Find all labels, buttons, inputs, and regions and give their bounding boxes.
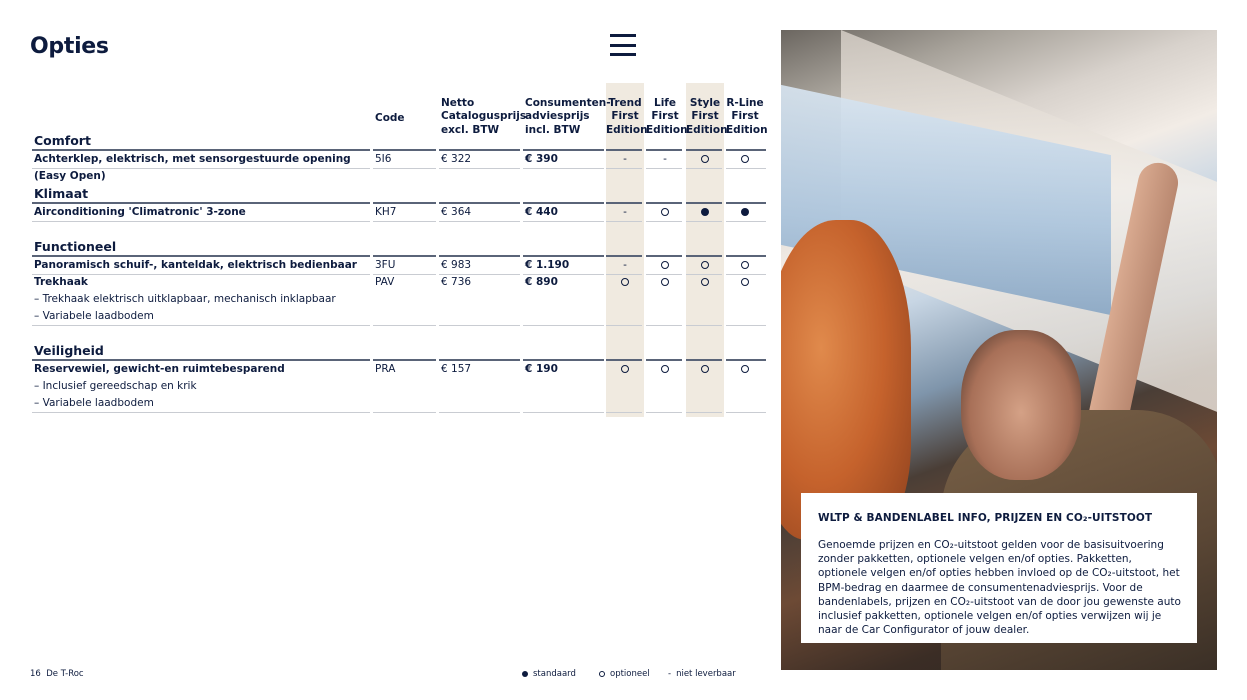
table-row: [32, 257, 768, 274]
dash-icon: -: [623, 259, 627, 271]
row-divider: [726, 221, 766, 222]
row-divider: [32, 221, 370, 222]
open-circle-icon: [701, 278, 709, 286]
option-description: [32, 361, 370, 412]
row-divider: [32, 168, 370, 169]
legend-standard-label: standaard: [533, 669, 576, 679]
option-name: Reservewiel, gewicht-en ruimtebesparend: [34, 363, 285, 375]
consumer-price: € 440: [525, 206, 558, 218]
header-trim-line: Edition: [686, 123, 728, 136]
availability-trend: [606, 274, 644, 291]
availability-rline: [726, 204, 764, 221]
availability-style: [686, 151, 724, 168]
option-name: Airconditioning 'Climatronic' 3-zone: [34, 206, 246, 218]
open-circle-icon: [701, 155, 709, 163]
row-divider: [646, 412, 682, 413]
row-divider: [373, 168, 436, 169]
section-title: Klimaat: [34, 186, 89, 201]
consumer-price: € 390: [525, 153, 558, 165]
menu-bar: [610, 44, 636, 47]
menu-bar: [610, 34, 636, 37]
open-circle-icon: [661, 278, 669, 286]
option-code: 3FU: [375, 259, 396, 271]
net-price: € 322: [441, 153, 472, 165]
row-divider: [373, 221, 436, 222]
row-divider: [646, 325, 682, 326]
row-divider: [606, 221, 642, 222]
row-divider: [686, 412, 722, 413]
net-price: € 364: [441, 206, 472, 218]
info-box: [801, 493, 1197, 643]
row-divider: [523, 221, 604, 222]
header-net-line: Catalogusprijs: [441, 110, 527, 122]
row-divider: [686, 168, 722, 169]
row-divider: [439, 221, 520, 222]
menu-bar: [610, 53, 636, 56]
availability-life: [646, 274, 684, 291]
option-sub-item: – Inclusief gereedschap en krik: [34, 380, 197, 392]
legend-not-available-label: niet leverbaar: [676, 669, 736, 679]
row-divider: [726, 325, 766, 326]
option-description: [32, 204, 370, 221]
header-trim-line: Trend: [608, 96, 642, 109]
header-cons-line: incl. BTW: [525, 123, 581, 136]
header-consumer-price: [523, 96, 611, 138]
table-row: [32, 204, 768, 221]
row-divider: [373, 412, 436, 413]
header-trim-line: Edition: [646, 123, 688, 136]
open-circle-icon: [621, 278, 629, 286]
availability-style: [686, 204, 724, 221]
availability-life: [646, 257, 684, 274]
header-trim-line: Life: [654, 96, 676, 109]
page-number: 16: [30, 669, 41, 679]
open-circle-icon: [661, 261, 669, 269]
open-circle-icon: [741, 155, 749, 163]
availability-trend: [606, 151, 644, 168]
net-price: € 736: [441, 276, 472, 288]
filled-circle-icon: [522, 671, 528, 677]
header-net-line: Netto: [441, 96, 475, 109]
option-sub-item: – Variabele laadbodem: [34, 310, 154, 322]
header-trim-style: [686, 96, 728, 138]
row-divider: [646, 168, 682, 169]
info-box-title: WLTP & BANDENLABEL INFO, PRIJZEN EN CO₂-UITSTOOT: [818, 512, 1153, 524]
option-code: 5I6: [375, 153, 392, 165]
legend-not-available: [668, 669, 736, 679]
page-footer: [30, 669, 84, 679]
open-circle-icon: [621, 365, 629, 373]
open-circle-icon: [599, 671, 605, 677]
open-circle-icon: [741, 261, 749, 269]
table-header: [32, 83, 768, 139]
filled-circle-icon: [741, 208, 749, 216]
row-divider: [523, 325, 604, 326]
header-net-price: [439, 96, 527, 138]
option-name: Achterklep, elektrisch, met sensorgestuurde opening (Easy Open): [34, 153, 351, 182]
filled-circle-icon: [701, 208, 709, 216]
consumer-price: € 1.190: [525, 259, 570, 271]
info-box-text: Genoemde prijzen en CO₂-uitstoot gelden voor de basisuitvoering zonder pakketten, optionele velgen en/of opties. Pakketten, optionele velgen en/of opties hebben invloed op de CO₂-uitstoot, het BPM-bedrag en daarmee de consumentenadviesprijs. Voor de bandenlabels, prijzen en CO₂-uitstoot van de door jou gewenste auto inclusief pakketten, optionele velgen en/of opties verwijzen wij je naar de Car Configurator of jouw dealer.: [818, 539, 1181, 637]
header-trim-line: First: [691, 110, 719, 122]
dash-icon: -: [663, 153, 667, 165]
option-sub-item: – Trekhaak elektrisch uitklapbaar, mechanisch inklapbaar: [34, 293, 336, 305]
availability-life: [646, 361, 684, 378]
row-divider: [373, 325, 436, 326]
legend-optional-label: optioneel: [610, 669, 650, 679]
header-trim-line: R-Line: [726, 96, 764, 109]
dash-icon: -: [623, 206, 627, 218]
legend-optional: [599, 669, 650, 679]
legend-standard: [522, 669, 576, 679]
row-divider: [726, 412, 766, 413]
header-code: Code: [375, 111, 405, 124]
header-cons-line: Consumenten-: [525, 96, 611, 109]
open-circle-icon: [701, 365, 709, 373]
section-name: De T-Roc: [46, 669, 84, 679]
availability-rline: [726, 257, 764, 274]
option-description: [32, 274, 370, 325]
availability-trend: [606, 361, 644, 378]
availability-style: [686, 361, 724, 378]
option-name: Panoramisch schuif-, kanteldak, elektrisch bedienbaar: [34, 259, 357, 271]
row-divider: [686, 221, 722, 222]
photo-woman: [781, 220, 911, 540]
availability-life: [646, 204, 684, 221]
option-code: PAV: [375, 276, 395, 288]
availability-style: [686, 274, 724, 291]
open-circle-icon: [701, 261, 709, 269]
availability-rline: [726, 151, 764, 168]
open-circle-icon: [661, 365, 669, 373]
dash-icon: -: [623, 153, 627, 165]
table-row: [32, 151, 768, 182]
page-title: Opties: [30, 34, 109, 59]
header-trim-trend: [606, 96, 648, 138]
row-divider: [439, 168, 520, 169]
header-trim-line: Edition: [726, 123, 768, 136]
availability-style: [686, 257, 724, 274]
row-divider: [32, 325, 370, 326]
open-circle-icon: [661, 208, 669, 216]
open-circle-icon: [741, 365, 749, 373]
row-divider: [646, 221, 682, 222]
row-divider: [606, 168, 642, 169]
availability-trend: [606, 204, 644, 221]
row-divider: [686, 325, 722, 326]
row-divider: [606, 412, 642, 413]
table-row: [32, 274, 768, 325]
consumer-price: € 890: [525, 276, 558, 288]
option-code: KH7: [375, 206, 397, 218]
section-title: Comfort: [34, 133, 91, 148]
header-cons-line: adviesprijs: [525, 110, 590, 122]
dash-icon: -: [668, 669, 672, 679]
header-trim-line: Edition: [606, 123, 648, 136]
row-divider: [523, 168, 604, 169]
availability-trend: [606, 257, 644, 274]
section-title: Veiligheid: [34, 343, 104, 358]
net-price: € 157: [441, 363, 472, 375]
photo-man: [961, 330, 1081, 480]
header-trim-life: [646, 96, 688, 138]
option-sub-item: – Variabele laadbodem: [34, 397, 154, 409]
open-circle-icon: [741, 278, 749, 286]
availability-life: [646, 151, 684, 168]
consumer-price: € 190: [525, 363, 558, 375]
option-description: [32, 257, 370, 274]
header-trim-line: First: [611, 110, 639, 122]
header-trim-rline: [726, 96, 768, 138]
row-divider: [439, 412, 520, 413]
hamburger-menu-icon[interactable]: [610, 33, 637, 57]
row-divider: [32, 412, 370, 413]
table-row: [32, 361, 768, 412]
availability-rline: [726, 361, 764, 378]
header-trim-line: First: [651, 110, 679, 122]
option-code: PRA: [375, 363, 396, 375]
option-name: Trekhaak: [34, 276, 88, 288]
header-trim-line: Style: [689, 96, 721, 109]
header-net-line: excl. BTW: [441, 123, 500, 136]
row-divider: [726, 168, 766, 169]
header-trim-line: First: [731, 110, 759, 122]
row-divider: [439, 325, 520, 326]
availability-rline: [726, 274, 764, 291]
row-divider: [523, 412, 604, 413]
net-price: € 983: [441, 259, 472, 271]
section-title: Functioneel: [34, 239, 117, 254]
row-divider: [606, 325, 642, 326]
